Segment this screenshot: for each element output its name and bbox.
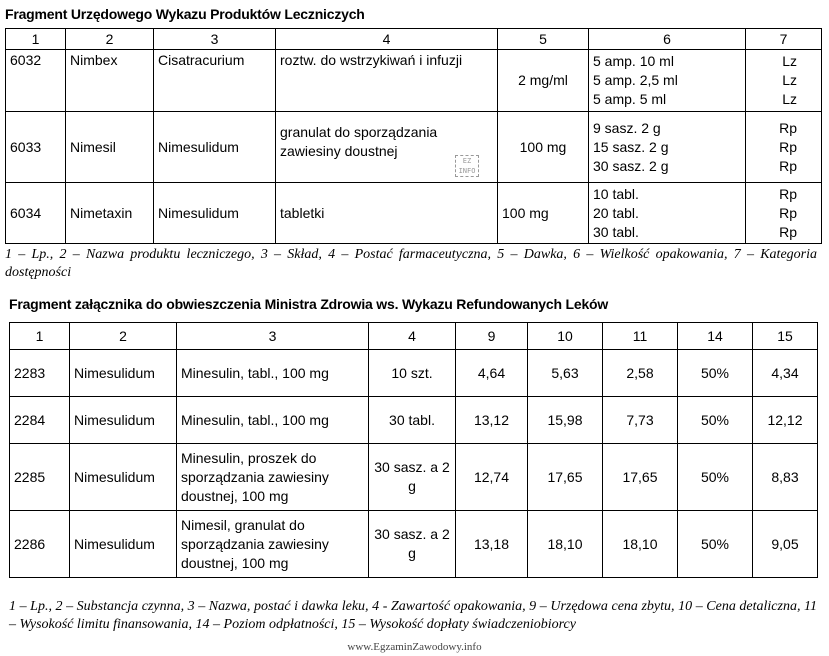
lp-cell: 2283 — [10, 350, 70, 397]
dose-cell: 100 mg — [498, 112, 589, 183]
column-header: 1 — [6, 29, 66, 50]
pack-size-cell — [589, 183, 746, 244]
payment-level-cell: 50% — [678, 350, 753, 397]
column-header: 15 — [753, 323, 818, 350]
substance-cell: Nimesulidum — [70, 511, 177, 578]
table-row — [10, 444, 818, 511]
table2-title: Fragment załącznika do obwieszczenia Ministra Zdrowia ws. Wykazu Refundowanych Leków — [9, 296, 609, 312]
availability-category: Rp — [779, 223, 797, 240]
pack-size: 5 amp. 5 ml — [593, 91, 667, 107]
retail-price-cell: 18,10 — [528, 511, 603, 578]
lp-cell: 6032 — [6, 50, 66, 112]
medicinal-products-table — [5, 28, 822, 244]
availability-category: Rp — [779, 119, 797, 136]
lp-cell: 6034 — [6, 183, 66, 244]
product-name-cell: Nimbex — [66, 50, 154, 112]
drug-name-cell: Minesulin, proszek do sporządzania zawiesiny doustnej, 100 mg — [177, 444, 369, 511]
availability-category: Rp — [779, 157, 797, 174]
retail-price-cell: 17,65 — [528, 444, 603, 511]
table2-header-row — [10, 323, 818, 350]
limit-cell: 7,73 — [603, 397, 678, 444]
limit-cell: 17,65 — [603, 444, 678, 511]
pack-size: 30 sasz. 2 g — [593, 157, 669, 174]
column-header: 5 — [498, 29, 589, 50]
pack-size: 5 amp. 10 ml — [593, 53, 674, 69]
limit-cell: 2,58 — [603, 350, 678, 397]
column-header: 2 — [70, 323, 177, 350]
composition-cell: Nimesulidum — [154, 112, 276, 183]
pack-size: 15 sasz. 2 g — [593, 138, 669, 155]
lp-cell: 2286 — [10, 511, 70, 578]
substance-cell: Nimesulidum — [70, 350, 177, 397]
copay-cell: 9,05 — [753, 511, 818, 578]
website-footer: www.EgzaminZawodowy.info — [347, 641, 482, 653]
product-name-cell: Nimesil — [66, 112, 154, 183]
ez-info-stamp: EZ INFO — [455, 155, 479, 177]
column-header: 3 — [177, 323, 369, 350]
product-name-cell: Nimetaxin — [66, 183, 154, 244]
pack-size: 9 sasz. 2 g — [593, 119, 661, 136]
official-price-cell: 13,12 — [456, 397, 528, 444]
column-header: 1 — [10, 323, 70, 350]
availability-category: Rp — [779, 185, 797, 202]
official-price-cell: 4,64 — [456, 350, 528, 397]
drug-name-cell: Minesulin, tabl., 100 mg — [177, 397, 369, 444]
availability-category: Rp — [779, 138, 797, 155]
form-cell: tabletki — [276, 183, 498, 244]
table1-legend: 1 – Lp., 2 – Nazwa produktu leczniczego, 3 – Skład, 4 – Postać farmaceutyczna, 5 – Dawka, 6 – Wielkość opakowania, 7 – Kategoria dostępności — [5, 247, 817, 280]
dose-cell: 100 mg — [498, 183, 589, 244]
table-row — [6, 50, 822, 112]
pack-size: 10 tabl. — [593, 185, 639, 202]
column-header: 4 — [369, 323, 456, 350]
availability-cell — [746, 50, 822, 112]
copay-cell: 4,34 — [753, 350, 818, 397]
table-row — [6, 183, 822, 244]
substance-cell: Nimesulidum — [70, 397, 177, 444]
lp-cell: 6033 — [6, 112, 66, 183]
pack-cell: 30 sasz. a 2 g — [369, 511, 456, 578]
official-price-cell: 12,74 — [456, 444, 528, 511]
column-header: 10 — [528, 323, 603, 350]
retail-price-cell: 5,63 — [528, 350, 603, 397]
table-row — [10, 397, 818, 444]
table1-header-row — [6, 29, 822, 50]
limit-cell: 18,10 — [603, 511, 678, 578]
composition-cell: Cisatracurium — [154, 50, 276, 112]
substance-cell: Nimesulidum — [70, 444, 177, 511]
availability-category: Lz — [782, 53, 797, 69]
form-cell: roztw. do wstrzykiwań i infuzji — [276, 50, 498, 112]
column-header: 7 — [746, 29, 822, 50]
table-row — [10, 350, 818, 397]
official-price-cell: 13,18 — [456, 511, 528, 578]
pack-cell: 30 sasz. a 2 g — [369, 444, 456, 511]
column-header: 6 — [589, 29, 746, 50]
reimbursed-drugs-table — [9, 322, 818, 578]
composition-cell: Nimesulidum — [154, 183, 276, 244]
availability-category: Lz — [782, 91, 797, 107]
availability-category: Rp — [779, 204, 797, 221]
table-row — [10, 511, 818, 578]
pack-size: 20 tabl. — [593, 204, 639, 221]
column-header: 4 — [276, 29, 498, 50]
column-header: 3 — [154, 29, 276, 50]
drug-name-cell: Minesulin, tabl., 100 mg — [177, 350, 369, 397]
copay-cell: 8,83 — [753, 444, 818, 511]
lp-cell: 2284 — [10, 397, 70, 444]
payment-level-cell: 50% — [678, 397, 753, 444]
availability-cell — [746, 183, 822, 244]
drug-name-cell: Nimesil, granulat do sporządzania zawiesiny doustnej, 100 mg — [177, 511, 369, 578]
retail-price-cell: 15,98 — [528, 397, 603, 444]
pack-size-cell — [589, 112, 746, 183]
table-row — [6, 112, 822, 183]
payment-level-cell: 50% — [678, 511, 753, 578]
column-header: 9 — [456, 323, 528, 350]
column-header: 14 — [678, 323, 753, 350]
form-cell: granulat do sporządzania zawiesiny doustnej — [276, 112, 498, 183]
table2-legend: 1 – Lp., 2 – Substancja czynna, 3 – Nazwa, postać i dawka leku, 4 - Zawartość opakowania, 9 – Urzędowa cena zbytu, 10 – Cena detaliczna, 11 – Wysokość limitu finansowania, 14 – Poziom odpłatności, 15 – Wysokość dopłaty świadczeniobiorcy — [9, 599, 817, 632]
column-header: 11 — [603, 323, 678, 350]
availability-cell — [746, 112, 822, 183]
availability-category: Lz — [782, 72, 797, 88]
dose-cell: 2 mg/ml — [498, 50, 589, 112]
lp-cell: 2285 — [10, 444, 70, 511]
copay-cell: 12,12 — [753, 397, 818, 444]
pack-cell: 10 szt. — [369, 350, 456, 397]
pack-size-cell — [589, 50, 746, 112]
pack-size: 5 amp. 2,5 ml — [593, 72, 678, 88]
table1-title: Fragment Urzędowego Wykazu Produktów Leczniczych — [5, 6, 365, 22]
payment-level-cell: 50% — [678, 444, 753, 511]
pack-size: 30 tabl. — [593, 223, 639, 240]
column-header: 2 — [66, 29, 154, 50]
pack-cell: 30 tabl. — [369, 397, 456, 444]
